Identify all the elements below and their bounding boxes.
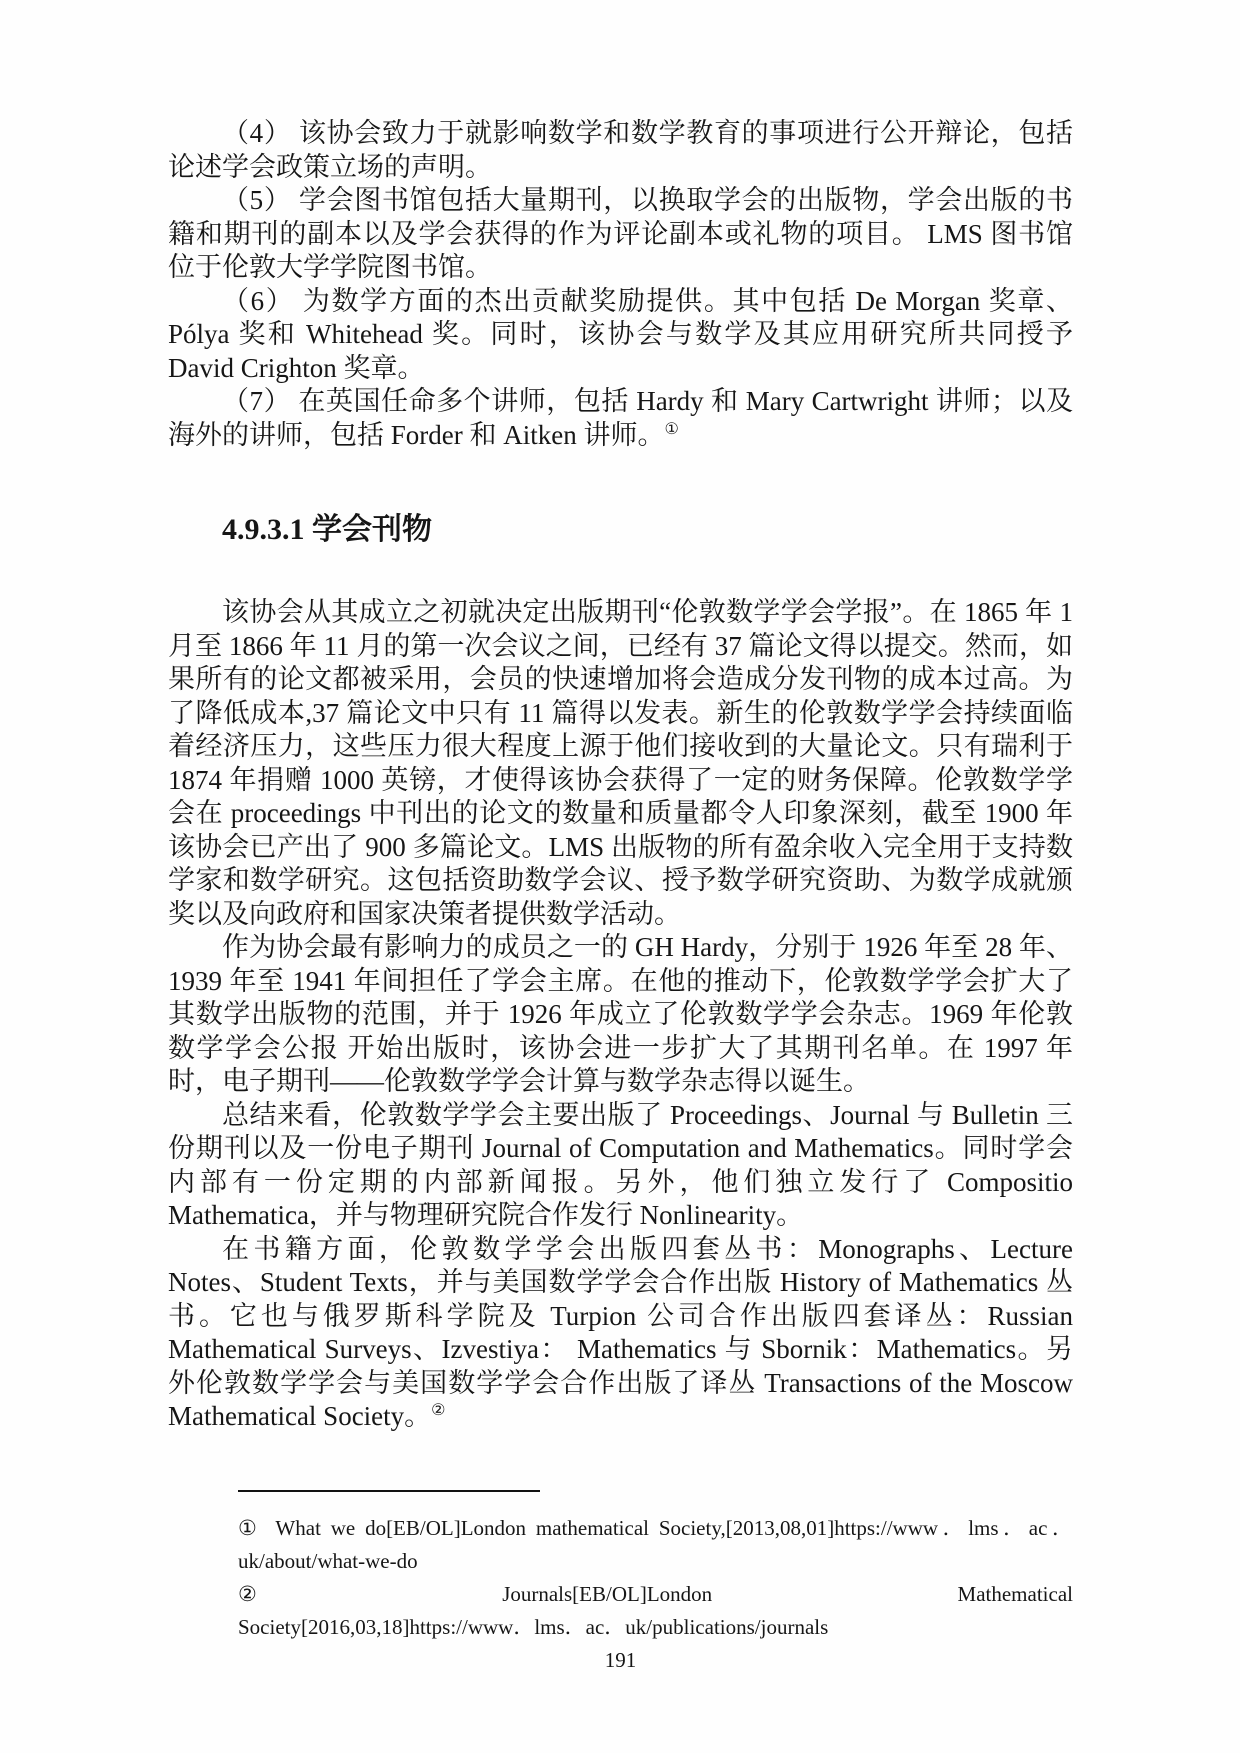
list-item-4: （4） 该协会致力于就影响数学和数学教育的事项进行公开辩论，包括论述学会政策立场的声明。 [168, 118, 1073, 182]
list-item-5: （5） 学会图书馆包括大量期刊，以换取学会的出版物，学会出版的书籍和期刊的副本以及学会获得的作为评论副本或礼物的项目。 LMS 图书馆位于伦敦大学学院图书馆。 [168, 185, 1073, 282]
footnote-2-line2: Society[2016,03,18]https://www．lms．ac．uk/publications/journals [238, 1614, 829, 1639]
intro-list [168, 117, 1073, 452]
paragraph-journal-history: 该协会从其成立之初就决定出版期刊“伦敦数学学会学报”。在 1865 年 1 月至 1866 年 11 月的第一次会议之间，已经有 37 篇论文得以提交。然而，如果所有的论文都被采用，会员的快速增加将会造成分发刊物的成本过高。为了降低成本,37 篇论文中只有 11 篇得以发表。新生的伦敦数学学会持续面临着经济压力，这些压力很大程度上源于他们接收到的大量论文。只有瑞利于 1874 年捐赠 1000 英镑，才使得该协会获得了一定的财务保障。伦敦数学学会在 proceedings 中刊出的论文的数量和质量都令人印象深刻，截至 1900 年该协会已产出了 900 多篇论文。LMS 出版物的所有盈余收入完全用于支持数学家和数学研究。这包括资助数学会议、授予数学研究资助、为数学成就颁奖以及向政府和国家决策者提供数学活动。 [168, 597, 1073, 929]
footnote-1 [238, 1512, 1073, 1578]
footnote-2-title: Journals[EB/OL]London [502, 1581, 713, 1606]
page-number: 191 [604, 1647, 637, 1672]
footnote-2-marker: ② [238, 1581, 257, 1606]
body-paragraphs [168, 596, 1073, 1434]
footnote-area [238, 1490, 1073, 1644]
paragraph-books [168, 1233, 1073, 1434]
footnote-2-line1 [238, 1578, 1073, 1611]
footnote-ref-2: ② [431, 1402, 446, 1419]
footnote-2-right: Mathematical [957, 1581, 1073, 1606]
list-item-7 [168, 385, 1073, 452]
list-item-7-text: （7） 在英国任命多个讲师，包括 Hardy 和 Mary Cartwright 讲师；以及海外的讲师，包括 Forder 和 Aitken 讲师。 [168, 386, 1073, 450]
section-heading: 4.9.3.1 学会刊物 [222, 513, 432, 546]
footnote-1-marker: ① [238, 1515, 262, 1540]
footnote-1-text: What we do[EB/OL]London mathematical Society,[2013,08,01]https://www．lms．ac．uk/about/what-we-do [238, 1515, 1073, 1573]
paragraph-hardy: 作为协会最有影响力的成员之一的 GH Hardy，分别于 1926 年至 28 年、1939 年至 1941 年间担任了学会主席。在他的推动下，伦敦数学学会扩大了其数学出版物的范围，并于 1926 年成立了伦敦数学学会杂志。1969 年伦敦数学学会公报 开始出版时，该协会进一步扩大了其期刊名单。在 1997 年时，电子期刊——伦敦数学学会计算与数学杂志得以诞生。 [168, 932, 1073, 1096]
paragraph-publications-summary: 总结来看，伦敦数学学会主要出版了 Proceedings、Journal 与 Bulletin 三份期刊以及一份电子期刊 Journal of Computation and Mathematics。同时学会内部有一份定期的内部新闻报。另外，他们独立发行了 Compositio Mathematica，并与物理研究院合作发行 Nonlinearity。 [168, 1099, 1073, 1230]
footnote-ref-1: ① [664, 420, 679, 438]
list-item-6: （6） 为数学方面的杰出贡献奖励提供。其中包括 De Morgan 奖章、Pólya 奖和 Whitehead 奖。同时，该协会与数学及其应用研究所共同授予 David Crighton 奖章。 [168, 285, 1073, 383]
paragraph-books-text: 在书籍方面，伦敦数学学会出版四套丛书：Monographs、Lecture Notes、Student Texts，并与美国数学学会合作出版 History of Mathematics 丛书。它也与俄罗斯科学院及 Turpion 公司合作出版四套译丛：Russian Mathematical Surveys、Izvestiya： Mathematics 与 Sbornik：Mathematics。另外伦敦数学学会与美国数学学会合作出版了译丛 Transactions of the Moscow Mathematical Society。 [168, 1233, 1073, 1431]
footnote-separator [238, 1490, 540, 1492]
